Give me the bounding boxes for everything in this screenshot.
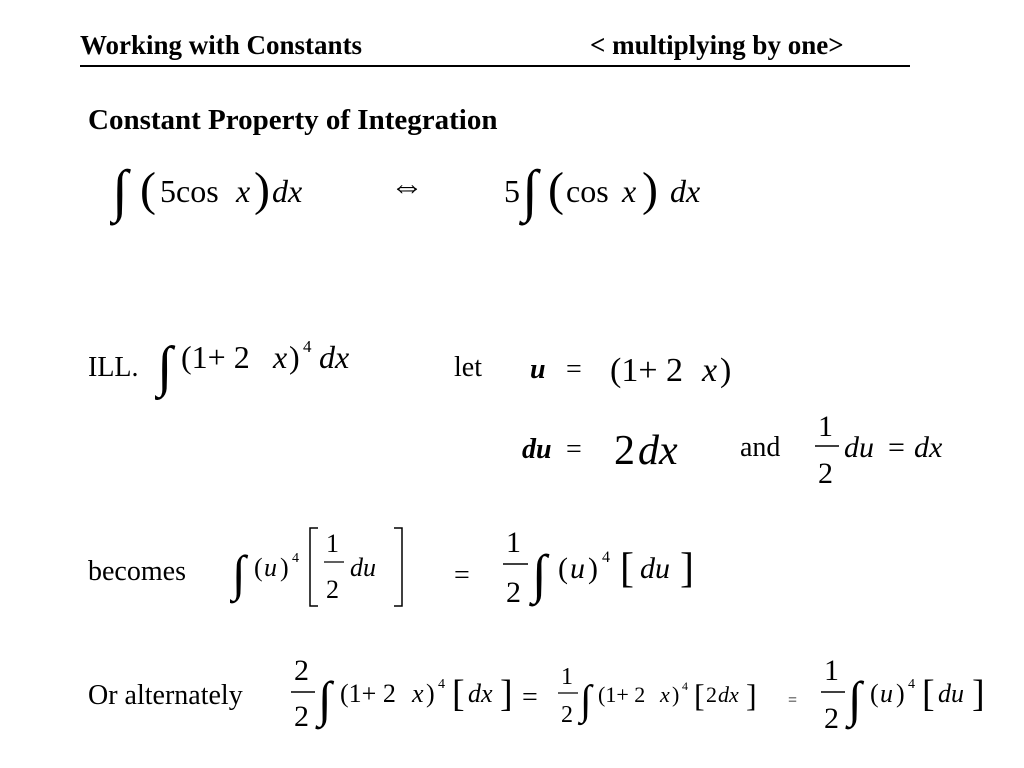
svg-text:1: 1 — [326, 529, 339, 558]
alternately-label: Or alternately — [88, 680, 243, 711]
svg-text:∫: ∫ — [157, 336, 173, 398]
svg-text:x: x — [702, 352, 718, 389]
du-equals: = — [566, 434, 582, 465]
svg-text:∫: ∫ — [580, 678, 592, 724]
svg-text:1: 1 — [506, 526, 521, 559]
svg-text:): ) — [280, 553, 289, 582]
u-variable: u — [530, 354, 546, 385]
half-du-equals-dx — [810, 405, 960, 490]
svg-text:(: ( — [140, 163, 156, 216]
svg-text:5cos: 5cos — [160, 173, 219, 209]
svg-text:2: 2 — [561, 702, 573, 728]
svg-text:∫: ∫ — [318, 671, 332, 727]
svg-text:): ) — [896, 679, 905, 708]
svg-text:4: 4 — [602, 549, 610, 566]
svg-text:): ) — [254, 163, 270, 216]
svg-text:[: [ — [620, 546, 634, 592]
svg-text:(: ( — [548, 163, 564, 216]
svg-text:(1+ 2: (1+ 2 — [610, 352, 683, 389]
let-label: let — [454, 352, 482, 383]
svg-text:1: 1 — [818, 410, 833, 443]
du-variable: du — [522, 434, 552, 465]
svg-text:(1+ 2: (1+ 2 — [598, 682, 646, 707]
svg-text:2: 2 — [824, 702, 839, 735]
svg-text:x: x — [412, 679, 424, 708]
svg-text:2: 2 — [326, 575, 339, 604]
svg-text:du: du — [640, 552, 670, 585]
integral-5-times-cosx — [500, 150, 730, 230]
svg-text:u: u — [880, 679, 893, 708]
svg-text:∫: ∫ — [112, 158, 128, 223]
svg-text:[: [ — [452, 673, 465, 715]
integral-1-plus-2x-4 — [155, 330, 375, 400]
svg-text:(: ( — [870, 679, 879, 708]
svg-text:5: 5 — [504, 173, 520, 209]
du-expression — [612, 420, 702, 480]
becomes-equals: = — [454, 560, 470, 591]
two-halves-integral — [288, 650, 518, 735]
svg-text:]: ] — [500, 673, 513, 715]
svg-text:[: [ — [922, 673, 935, 715]
becomes-integrand — [230, 520, 420, 615]
svg-text:∫: ∫ — [522, 158, 538, 223]
svg-text:4: 4 — [438, 677, 445, 692]
svg-text:4: 4 — [303, 337, 312, 356]
svg-text:1: 1 — [824, 654, 839, 687]
svg-text:∫: ∫ — [848, 671, 862, 727]
svg-text:1: 1 — [561, 664, 573, 690]
svg-text:u: u — [264, 553, 277, 582]
svg-text:]: ] — [680, 546, 694, 592]
svg-text:): ) — [588, 552, 598, 585]
svg-text:du: du — [350, 553, 376, 582]
section-title: Constant Property of Integration — [88, 104, 498, 136]
svg-text:2: 2 — [818, 457, 833, 490]
svg-text:4: 4 — [682, 679, 688, 693]
u-equals: = — [566, 354, 582, 385]
alternately-equals-small: = — [788, 692, 798, 709]
equivalence-symbol: ⇔ — [390, 168, 424, 205]
svg-text:x: x — [236, 173, 251, 209]
header-underline — [80, 65, 910, 67]
half-integral-u4-du-final — [818, 650, 993, 735]
ill-label: ILL. — [88, 352, 139, 383]
page-subtitle: < multiplying by one> — [590, 30, 844, 60]
svg-text:2: 2 — [294, 700, 309, 733]
svg-text:dx: dx — [468, 679, 493, 708]
svg-text:2: 2 — [706, 682, 717, 707]
svg-text:): ) — [720, 352, 732, 389]
svg-text:4: 4 — [292, 551, 299, 566]
svg-text:x: x — [273, 339, 288, 375]
svg-text:]: ] — [972, 673, 985, 715]
svg-text:2: 2 — [506, 576, 521, 609]
u-expression — [608, 345, 748, 395]
svg-text:cos: cos — [566, 173, 609, 209]
svg-text:]: ] — [746, 677, 757, 713]
svg-text:2: 2 — [294, 654, 309, 687]
svg-text:(1+ 2: (1+ 2 — [340, 679, 396, 708]
svg-text:dx: dx — [272, 173, 303, 209]
svg-text:du: du — [844, 431, 874, 464]
svg-text:dx: dx — [319, 339, 350, 375]
svg-text:(1+ 2: (1+ 2 — [181, 339, 250, 375]
svg-text:du: du — [938, 679, 964, 708]
svg-text:u: u — [570, 552, 585, 585]
svg-text:dx: dx — [718, 682, 739, 707]
svg-text:dx: dx — [914, 431, 943, 464]
svg-text:=: = — [888, 431, 905, 464]
svg-text:dx: dx — [670, 173, 701, 209]
svg-text:x: x — [622, 173, 637, 209]
svg-text:(: ( — [558, 552, 568, 585]
svg-text:): ) — [672, 682, 680, 707]
svg-text:∫: ∫ — [232, 545, 246, 601]
svg-text:(: ( — [254, 553, 263, 582]
svg-text:[: [ — [694, 677, 705, 713]
integral-5cosx — [110, 150, 330, 230]
svg-text:∫: ∫ — [532, 544, 547, 604]
svg-text:4: 4 — [908, 677, 915, 692]
svg-text:x: x — [660, 682, 670, 707]
becomes-label: becomes — [88, 556, 186, 587]
svg-text:): ) — [289, 339, 300, 375]
page-title: Working with Constants — [80, 30, 363, 60]
svg-text:2: 2 — [614, 428, 635, 474]
alternately-equals: = — [522, 682, 538, 713]
svg-text:): ) — [642, 163, 658, 216]
svg-text:dx: dx — [638, 428, 678, 474]
svg-text:): ) — [426, 679, 435, 708]
half-integral-u4-du — [500, 522, 710, 612]
and-label: and — [740, 432, 781, 463]
half-integral-2dx — [556, 658, 776, 733]
